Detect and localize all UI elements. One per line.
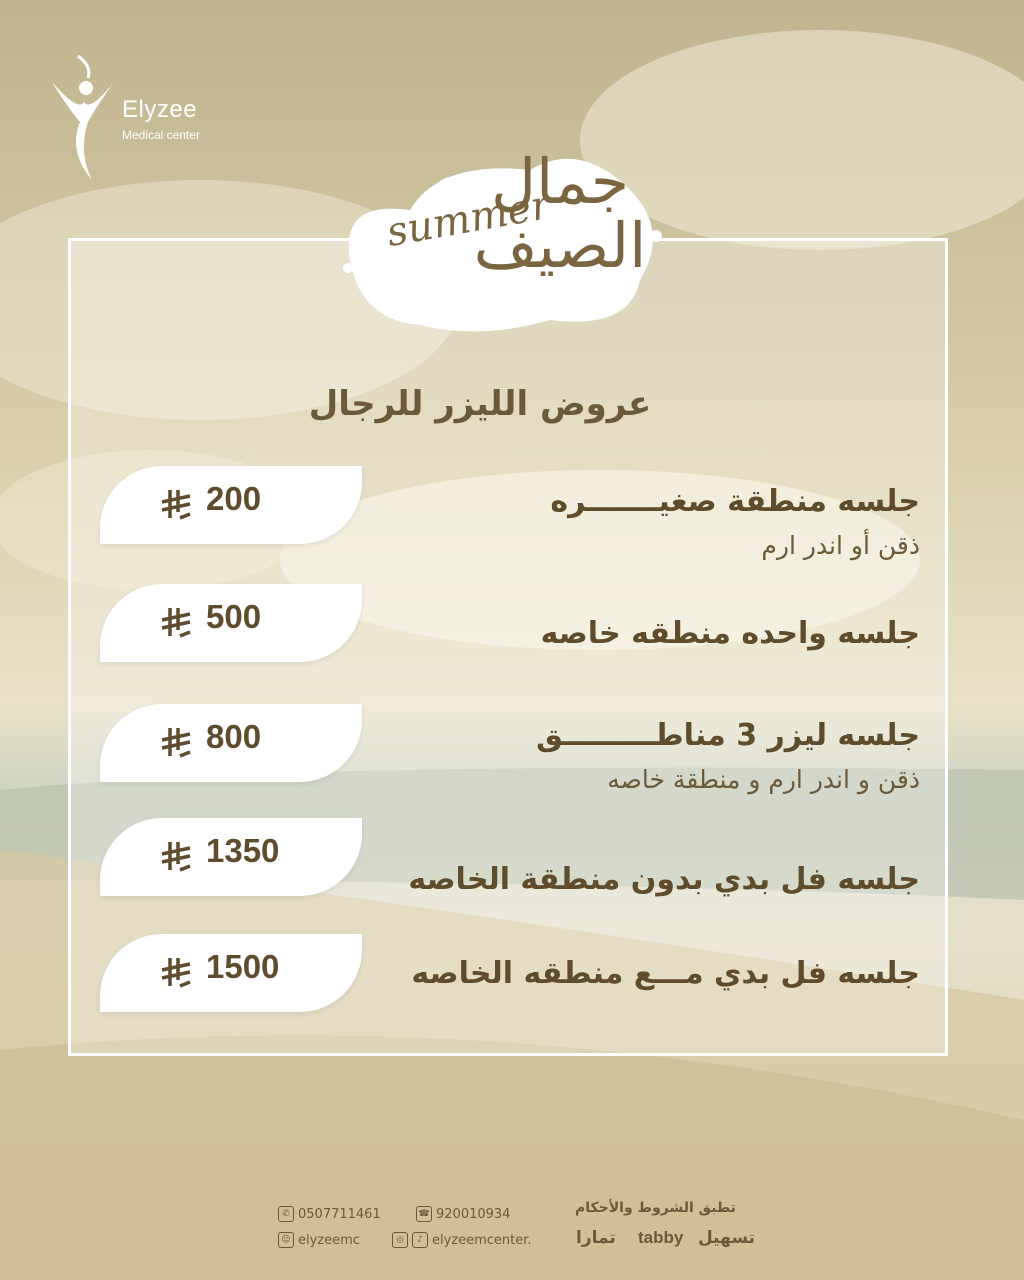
figure-logo-icon [48,52,118,182]
offer-name: جلسه فل بدي بدون منطقة الخاصه [408,862,920,897]
price-tag [100,584,362,662]
price-tag [100,466,362,544]
offer-description: ذقن و اندر ارم و منطقة خاصه [607,765,920,794]
brand-name: Elyzee [122,96,198,123]
tiktok-icon: ♪ [412,1232,428,1248]
price-value: 500 [206,598,262,635]
offer-name: جلسه فل بدي مـــع منطقه الخاصه [411,956,920,991]
whatsapp-number: 0507711461 [298,1206,381,1222]
price-value: 1350 [206,832,280,869]
whatsapp-icon: ✆ [278,1206,294,1222]
riyal-symbol-icon [158,488,194,522]
tasheel-logo: تسهيل [698,1228,756,1248]
price-value: 800 [206,718,262,755]
instagram-icon: ◎ [392,1232,408,1248]
offer-item [460,614,920,654]
riyal-symbol-icon [158,956,194,990]
price-tag [100,704,362,782]
phone-contact[interactable] [416,1206,510,1222]
badge-arabic-line1: جمال [490,145,630,218]
snapchat-icon: ☺ [278,1232,294,1248]
offer-name: جلسه ليزر 3 مناطـــــــــق [536,718,920,753]
snapchat-handle: elyzeemc [298,1232,360,1248]
offer-item [460,482,920,564]
badge-english-text: summer [383,182,554,256]
badge-arabic-line2: الصيف [473,209,647,282]
offer-item [400,954,920,994]
badge-arabic-text [470,145,650,282]
offer-item [400,860,920,900]
tiktok-handle: elyzeemcenter. [432,1232,532,1248]
tiktok-contact[interactable] [392,1232,532,1248]
price-value: 1500 [206,948,280,985]
brand-subtitle: Medical center [122,128,201,142]
tabby-logo: tabby [638,1228,684,1247]
offer-name: جلسه منطقة صغيـــــــره [550,484,920,519]
offer-description: ذقن أو اندر ارم [761,531,920,560]
whatsapp-contact[interactable] [278,1206,381,1222]
riyal-symbol-icon [158,726,194,760]
riyal-symbol-icon [158,840,194,874]
offer-name: جلسه واحده منطقه خاصه [540,616,920,651]
offer-item [460,716,920,798]
phone-icon: ☎ [416,1206,432,1222]
terms-text: تطبق الشروط والأحكام [575,1200,736,1216]
phone-number: 920010934 [436,1206,511,1222]
brand-logo [48,52,228,182]
price-tag [100,818,362,896]
footer [270,1198,770,1260]
snapchat-contact[interactable] [278,1232,360,1248]
price-value: 200 [206,480,262,517]
riyal-symbol-icon [158,606,194,640]
price-tag [100,934,362,1012]
page-title: عروض الليزر للرجال [308,384,652,424]
tamara-logo: تمارا [576,1228,616,1248]
